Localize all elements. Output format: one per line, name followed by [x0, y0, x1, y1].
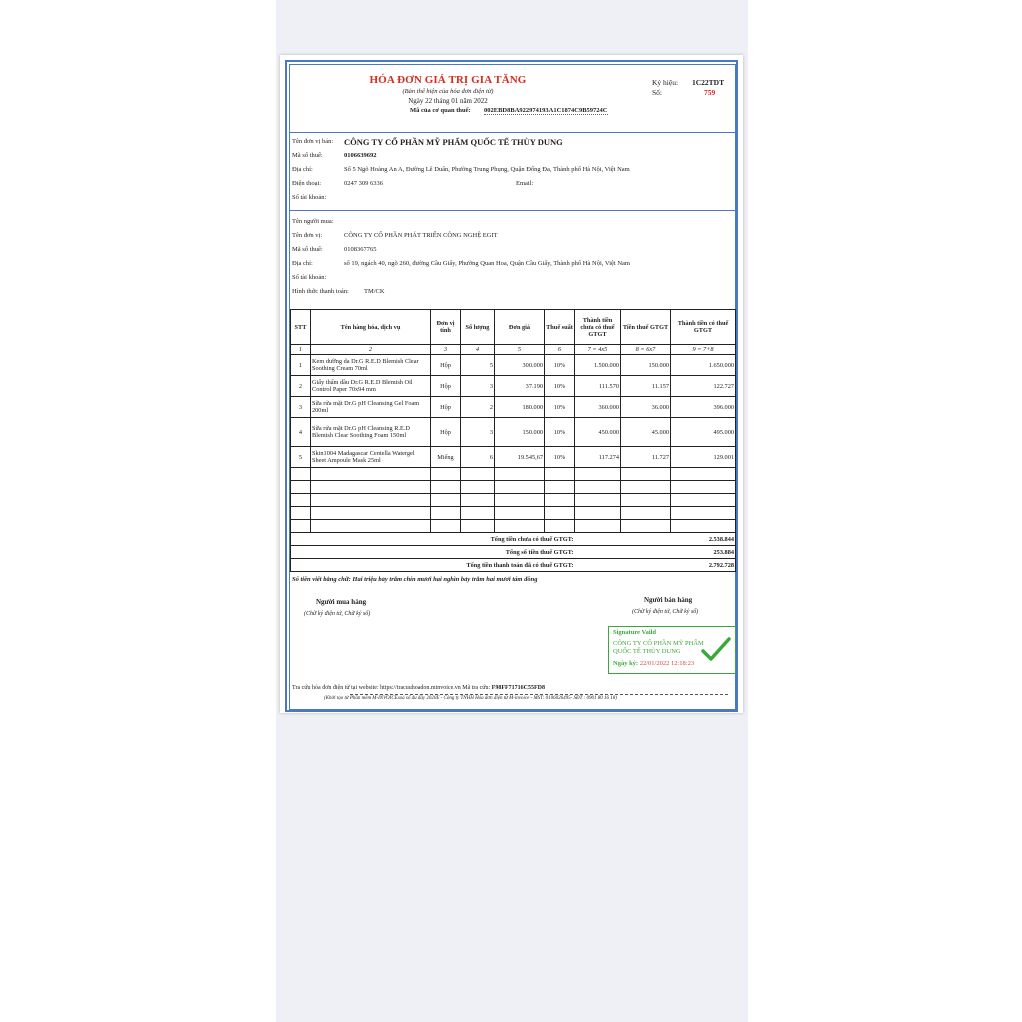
seller-account-label: Số tài khoản:	[292, 194, 327, 201]
buyer-label: Tên người mua:	[292, 218, 334, 225]
header-cell: Số lượng	[461, 310, 495, 345]
number-value: 759	[704, 88, 716, 97]
numbering-cell: 3	[431, 345, 461, 355]
seller-tax-label: Mã số thuế:	[292, 152, 323, 159]
numbering-cell: 4	[461, 345, 495, 355]
sum-before-label: Tổng tiền chưa có thuế GTGT:	[291, 533, 575, 546]
seller-name: CÔNG TY CỔ PHẦN MỸ PHẨM QUỐC TẾ THÙY DUNG	[344, 137, 563, 147]
lookup-line	[292, 685, 545, 691]
table-row	[291, 376, 736, 397]
table-row	[291, 418, 736, 447]
item-total: 129.001	[671, 447, 736, 468]
empty-row	[291, 507, 736, 520]
table-row	[291, 447, 736, 468]
symbol-value: 1C22TDT	[692, 78, 725, 87]
item-stt: 4	[291, 418, 311, 447]
item-rate: 10%	[545, 418, 575, 447]
sum-row	[291, 533, 736, 546]
buyer-signature-title: Người mua hàng	[316, 598, 367, 606]
seller-signature-note: (Chữ ký điện tử, Chữ ký số)	[632, 609, 699, 615]
table-numbering-row	[291, 345, 736, 355]
divider	[350, 694, 728, 695]
footer-note: (Khởi tạo từ Phần mềm M-INVOICEsoá số đu đây 2020E - Công ty TNHH Hóa đơn điện tử M-invoice - MST: 0106026495- SĐT : 0901 80 16 18)	[324, 696, 617, 701]
header-cell: Tên hàng hóa, dịch vụ	[311, 310, 431, 345]
item-amount: 111.570	[575, 376, 621, 397]
item-price: 300.000	[495, 355, 545, 376]
tax-authority-code: 002EBD8BA922974193A1C1874C9B59724C	[484, 107, 608, 114]
item-amount: 1.500.000	[575, 355, 621, 376]
item-amount: 117.274	[575, 447, 621, 468]
item-name: Skin1004 Madagascar Centella Watergel Sheet Ampoule Mask 25ml	[311, 447, 431, 468]
seller-tax: 0106639692	[344, 152, 377, 159]
item-rate: 10%	[545, 447, 575, 468]
numbering-cell: 8 = 6x7	[621, 345, 671, 355]
header-cell: Tiền thuế GTGT	[621, 310, 671, 345]
item-stt: 5	[291, 447, 311, 468]
lookup-text: Tra cứu hóa đơn điện tử tại website: https://tracuuhoadon.minvoice.vn Mã tra cứu:	[292, 685, 491, 691]
item-stt: 3	[291, 397, 311, 418]
sum-tax-label: Tổng số tiền thuế GTGT:	[291, 546, 575, 559]
header-cell: Đơn giá	[495, 310, 545, 345]
buyer-tax-label: Mã số thuế:	[292, 246, 323, 253]
buyer-unit: CÔNG TY CỔ PHẦN PHÁT TRIỂN CÔNG NGHỆ EGIT	[344, 232, 498, 239]
header-cell: Thành tiền có thuế GTGT	[671, 310, 736, 345]
invoice-title: HÓA ĐƠN GIÁ TRỊ GIA TĂNG	[369, 74, 527, 86]
item-tax: 36.000	[621, 397, 671, 418]
numbering-cell: 6	[545, 345, 575, 355]
item-total: 1.650.000	[671, 355, 736, 376]
header-cell: Thuế suất	[545, 310, 575, 345]
buyer-tax: 0108367765	[344, 246, 377, 253]
buyer-address-label: Địa chỉ:	[292, 260, 313, 267]
symbol-label: Ký hiệu:	[652, 78, 679, 87]
item-tax: 150.000	[621, 355, 671, 376]
numbering-cell: 9 = 7+8	[671, 345, 736, 355]
item-unit: Hộp	[431, 397, 461, 418]
divider	[290, 132, 735, 133]
item-name: Kem dưỡng da Dr.G R.E.D Blemish Clear Soothing Cream 70ml	[311, 355, 431, 376]
seller-name-label: Tên đơn vị bán:	[292, 138, 334, 145]
item-qty: 3	[461, 418, 495, 447]
item-price: 180.000	[495, 397, 545, 418]
invoice-date: Ngày 22 tháng 01 năm 2022	[408, 97, 488, 105]
empty-row	[291, 481, 736, 494]
table-row	[291, 355, 736, 376]
signature-signer: CÔNG TY CỔ PHẦN MỸ PHẨM QUỐC TẾ THÙY DUNG	[613, 640, 704, 655]
item-unit: Miếng	[431, 447, 461, 468]
buyer-unit-label: Tên đơn vị:	[292, 232, 323, 239]
payment-method: TM/CK	[364, 288, 385, 295]
item-price: 19.545,67	[495, 447, 545, 468]
seller-phone: 0247 309 6336	[344, 180, 383, 187]
invoice-page	[280, 55, 743, 713]
buyer-address: số 19, ngách 40, ngõ 260, đường Cầu Giấy, Phường Quan Hoa, Quận Cầu Giấy, Thành phố Hà Nội, Việt Nam	[344, 260, 630, 267]
item-unit: Hộp	[431, 355, 461, 376]
empty-row	[291, 520, 736, 533]
header-cell: Thành tiền chưa có thuế GTGT	[575, 310, 621, 345]
item-price: 37.190	[495, 376, 545, 397]
numbering-cell: 5	[495, 345, 545, 355]
item-stt: 1	[291, 355, 311, 376]
digital-signature-box	[608, 626, 736, 674]
item-unit: Hộp	[431, 376, 461, 397]
signature-valid-label: Signature Vaild	[613, 629, 657, 636]
item-tax: 11.727	[621, 447, 671, 468]
seller-signature-title: Người bán hàng	[644, 596, 693, 604]
buyer-account-label: Số tài khoản:	[292, 274, 327, 281]
amount-in-words: Số tiền viết bằng chữ: Hai triệu bảy trăm chín mươi hai nghìn bảy trăm hai mươi tám đồng	[292, 576, 538, 583]
seller-address: Số 5 Ngõ Hoàng An A, Đường Lê Duẩn, Phường Trung Phụng, Quận Đống Đa, Thành phố Hà Nội, Việt Nam	[344, 166, 630, 173]
invoice-frame	[285, 60, 738, 712]
item-total: 495.000	[671, 418, 736, 447]
numbering-cell: 7 = 4x5	[575, 345, 621, 355]
signature-date-label: Ngày ký:	[613, 660, 639, 667]
item-total: 122.727	[671, 376, 736, 397]
item-amount: 360.000	[575, 397, 621, 418]
item-name: Sữa rửa mặt Dr.G pH Cleansing R.E.D Blemish Clear Soothing Foam 150ml	[311, 418, 431, 447]
item-qty: 6	[461, 447, 495, 468]
invoice-inner	[289, 64, 736, 710]
item-qty: 5	[461, 355, 495, 376]
divider	[290, 210, 735, 211]
empty-row	[291, 468, 736, 481]
sum-before-value: 2.538.844	[575, 533, 736, 546]
sum-total-value: 2.792.728	[575, 559, 736, 572]
item-unit: Hộp	[431, 418, 461, 447]
item-amount: 450.000	[575, 418, 621, 447]
check-icon	[701, 637, 731, 663]
seller-email-label: Email:	[516, 180, 534, 187]
item-tax: 45.000	[621, 418, 671, 447]
header-cell: Đơn vị tính	[431, 310, 461, 345]
sum-row	[291, 559, 736, 572]
item-price: 150.000	[495, 418, 545, 447]
lookup-code: F98FF71716C55FD8	[491, 685, 545, 691]
item-rate: 10%	[545, 355, 575, 376]
invoice-subtitle: (Bản thể hiện của hóa đơn điện tử)	[402, 88, 494, 95]
item-qty: 2	[461, 397, 495, 418]
item-name: Sữa rửa mặt Dr.G pH Cleansing Gel Foam 200ml	[311, 397, 431, 418]
sum-tax-value: 253.884	[575, 546, 736, 559]
table-header-row	[291, 310, 736, 345]
items-table	[290, 309, 736, 572]
item-total: 396.000	[671, 397, 736, 418]
table-row	[291, 397, 736, 418]
item-qty: 3	[461, 376, 495, 397]
sum-total-label: Tổng tiền thanh toán đã có thuế GTGT:	[291, 559, 575, 572]
item-tax: 11.157	[621, 376, 671, 397]
signature-date: 22/01/2022 12:18:23	[639, 660, 695, 667]
numbering-cell: 1	[291, 345, 311, 355]
tax-authority-code-label: Mã của cơ quan thuế:	[410, 107, 471, 114]
number-label: Số:	[652, 88, 663, 97]
empty-row	[291, 494, 736, 507]
item-rate: 10%	[545, 397, 575, 418]
item-stt: 2	[291, 376, 311, 397]
payment-label: Hình thức thanh toán:	[292, 288, 349, 295]
seller-phone-label: Điện thoại:	[292, 180, 322, 187]
buyer-signature-note: (Chữ ký điện tử, Chữ ký số)	[304, 611, 371, 617]
numbering-cell: 2	[311, 345, 431, 355]
item-rate: 10%	[545, 376, 575, 397]
sum-row	[291, 546, 736, 559]
item-name: Giấy thấm dầu Dr.G R.E.D Blemish Oil Control Paper 70x94 mm	[311, 376, 431, 397]
seller-address-label: Địa chỉ:	[292, 166, 313, 173]
header-cell: STT	[291, 310, 311, 345]
